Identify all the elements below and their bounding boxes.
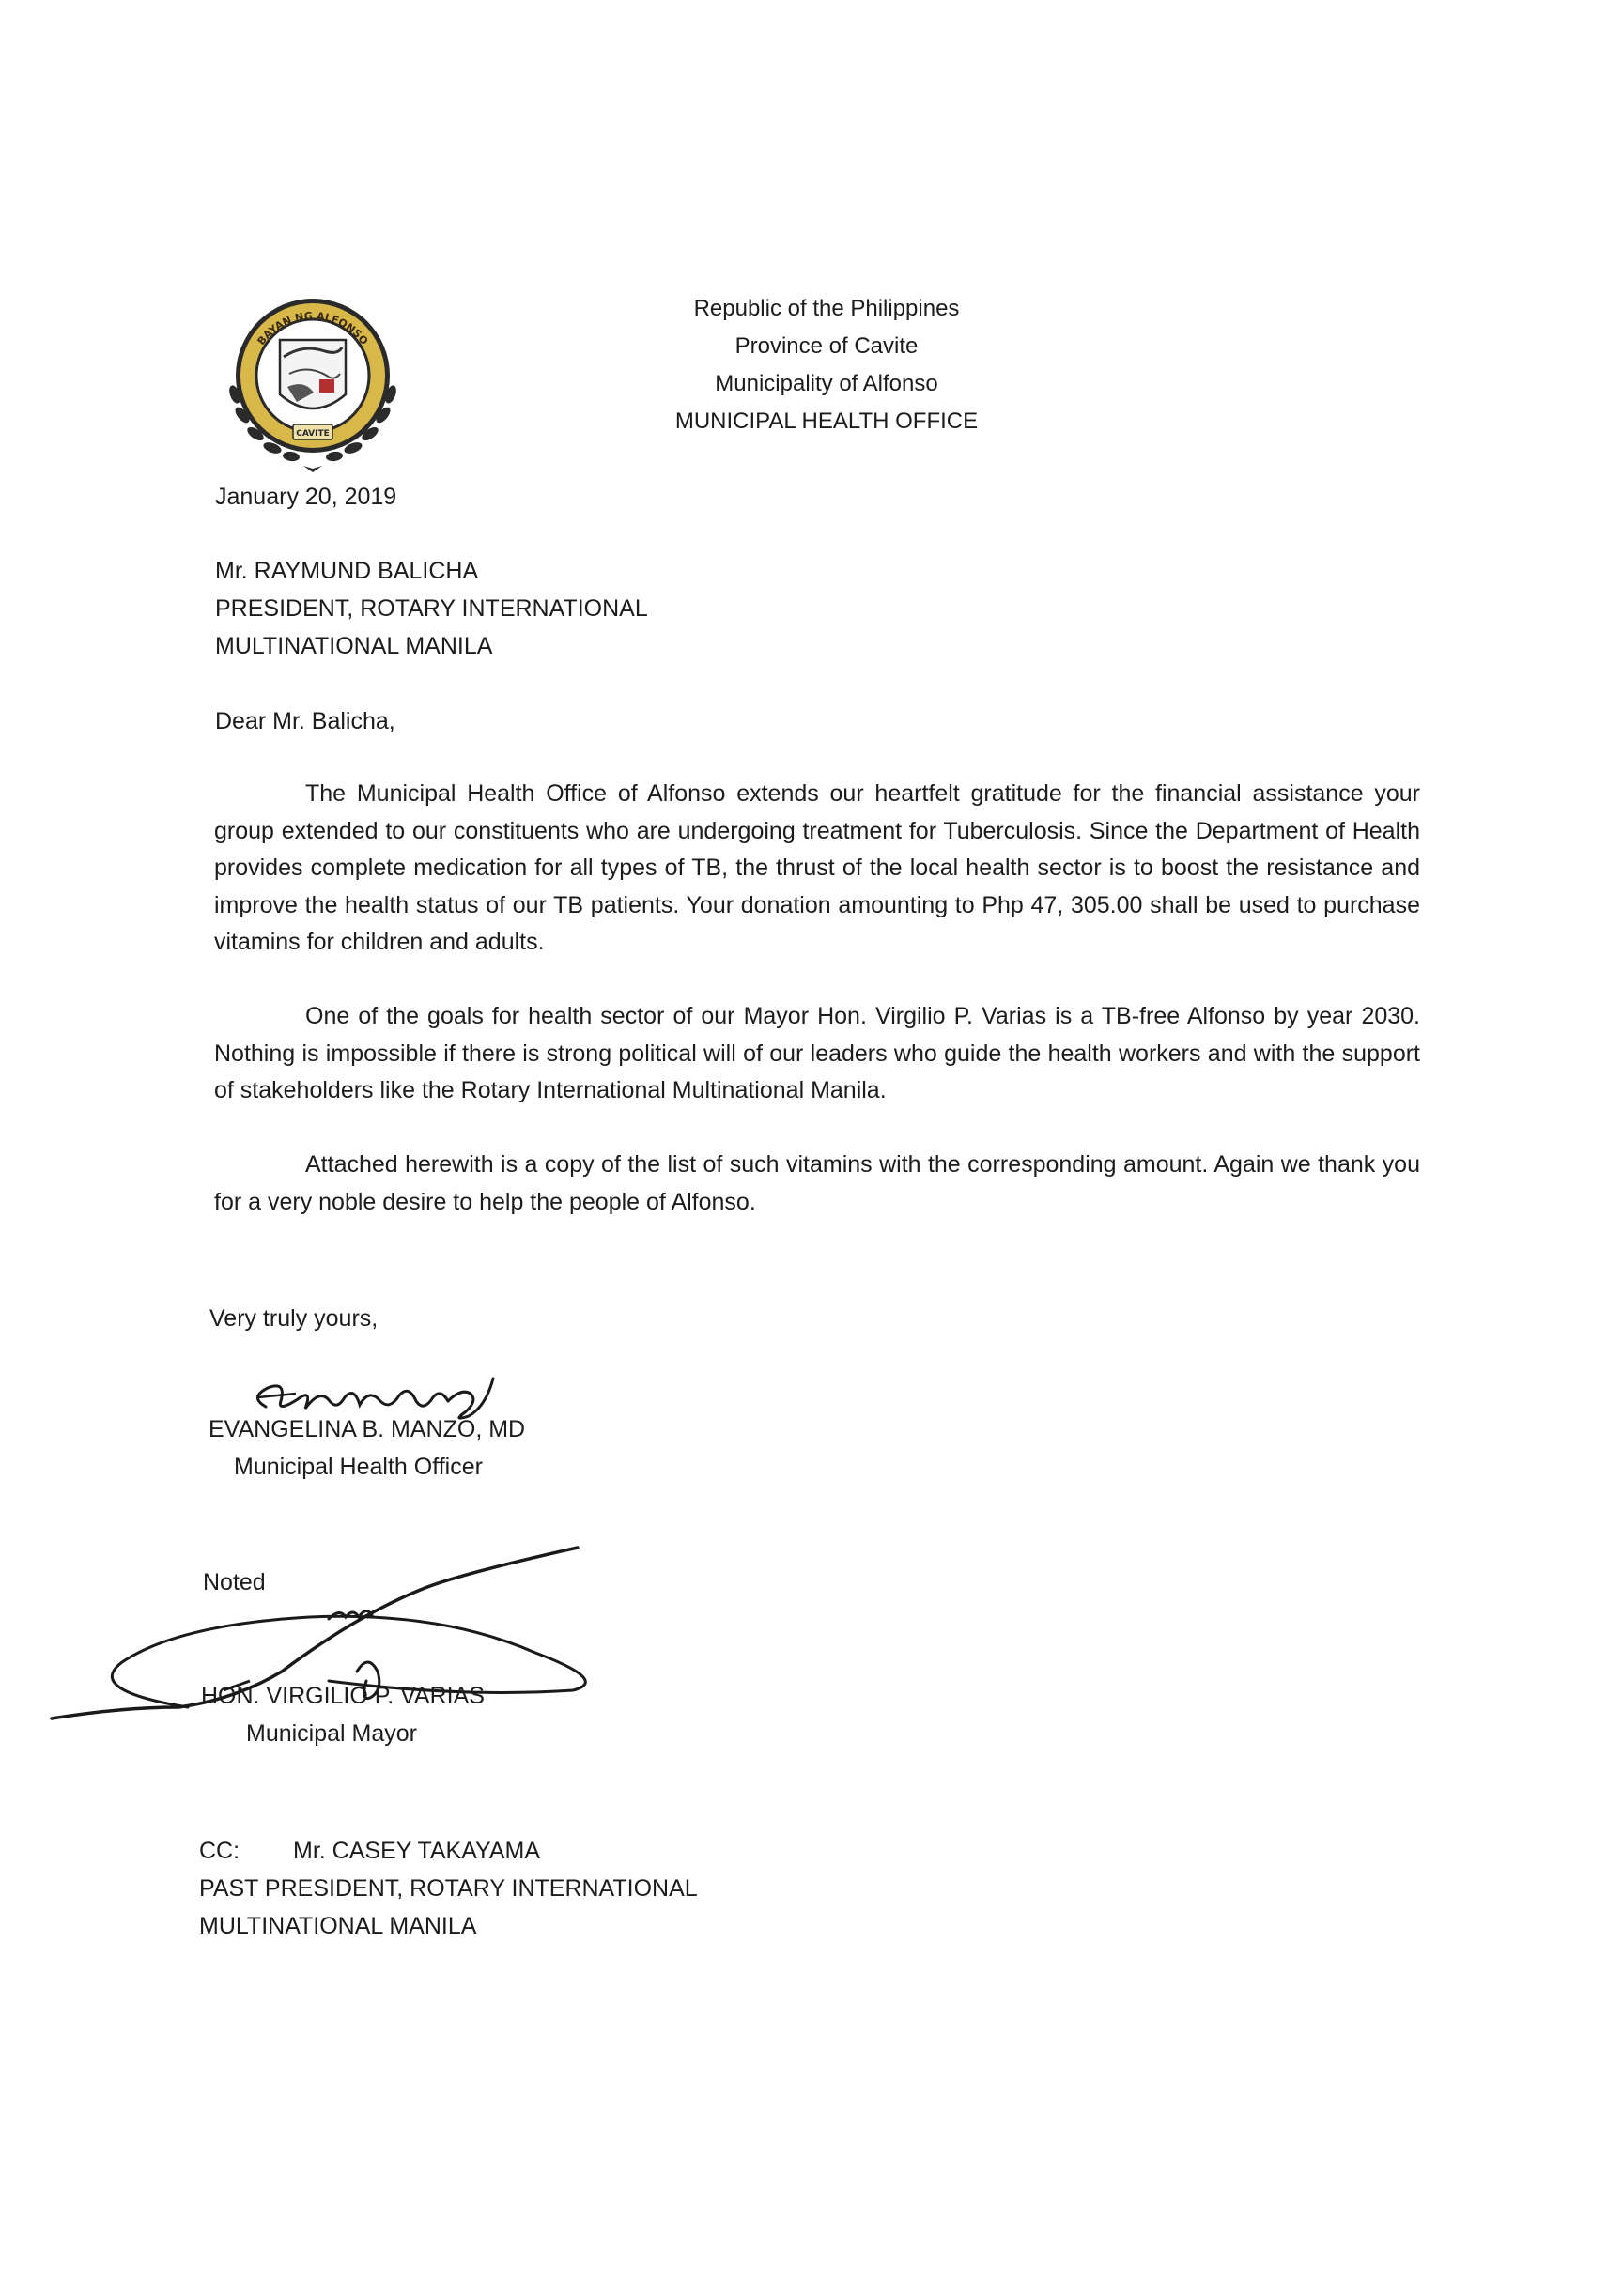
signatory-2-name: HON. VIRGILIO P. VARIAS [201,1683,485,1709]
cc-organization: MULTINATIONAL MANILA [199,1913,477,1939]
closing: Very truly yours, [209,1305,379,1332]
letterhead-republic: Republic of the Philippines [693,296,960,321]
body-paragraph-3: Attached herewith is a copy of the list of such vitamins with the corresponding amount. Again we thank you for a very noble desire to help the people of Alfonso. [214,1151,1420,1215]
letterhead [620,290,1033,440]
signatory-1-name: EVANGELINA B. MANZO, MD [209,1416,526,1442]
letterhead-municipality: Municipality of Alfonso [715,371,938,396]
letterhead-office: MUNICIPAL HEALTH OFFICE [674,408,979,434]
signatory-2-title: Municipal Mayor [246,1720,418,1747]
addressee-block [215,552,648,665]
letterhead-province: Province of Cavite [734,333,919,359]
cc-position: PAST PRESIDENT, ROTARY INTERNATIONAL [199,1875,698,1902]
seal-bottom-text: CAVITE [296,429,330,439]
municipal-seal-logo [214,282,411,479]
cc-name: Mr. CASEY TAKAYAMA [293,1838,541,1864]
signatory-1-title: Municipal Health Officer [234,1454,483,1480]
letter-date: January 20, 2019 [215,484,397,510]
noted-label: Noted [203,1569,266,1595]
cc-recipient [199,1832,540,1870]
body-paragraph-2: One of the goals for health sector of our Mayor Hon. Virgilio P. Varias is a TB-free Alfonso by year 2030. Nothing is impossible if there is strong political will of our leaders who guide the health workers and with the support of stakeholders like the Rotary International Multinational Manila. [214,1003,1420,1103]
addressee-name: Mr. RAYMUND BALICHA [215,558,479,584]
body-paragraph-1: The Municipal Health Office of Alfonso extends our heartfelt gratitude for the financial assistance your group extended to our constituents who are undergoing treatment for Tuberculosis. Since the Department of Health provides complete medication for all types of TB, the thrust of the local health sector is to boost the resistance and improve the health status of our TB patients. Your donation amounting to Php 47, 305.00 shall be used to purchase vitamins for children and adults. [214,780,1420,955]
seal-top-text: BAYAN NG ALFONSO [255,309,371,347]
salutation: Dear Mr. Balicha, [215,708,395,734]
addressee-organization: MULTINATIONAL MANILA [215,633,493,659]
addressee-position: PRESIDENT, ROTARY INTERNATIONAL [215,595,648,622]
cc-label: CC: [199,1838,240,1864]
